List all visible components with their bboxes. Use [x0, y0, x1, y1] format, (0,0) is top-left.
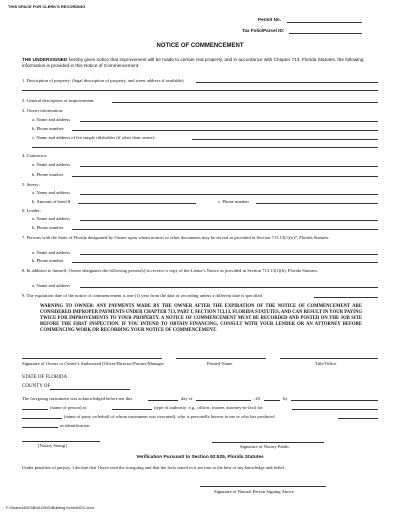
item-4-label: 4. Contractor:	[22, 153, 48, 158]
owner-signature-line[interactable]	[22, 354, 162, 359]
designee-phone-label: b. Phone number	[32, 258, 64, 263]
notary-stamp-line	[22, 441, 100, 442]
state-label: STATE OF FLORIDA	[22, 375, 68, 380]
contractor-name-address-label: a. Name and address	[32, 162, 71, 167]
ack-month-field[interactable]	[196, 396, 251, 401]
clerk-space-label: THIS SPACE FOR CLERK'S RECORDING	[8, 4, 86, 9]
lender-phone-label: b. Phone number	[32, 225, 64, 230]
property-description-field[interactable]	[196, 78, 378, 83]
lienor-notice-name-address-field[interactable]	[80, 283, 378, 288]
contractor-phone-field[interactable]	[72, 172, 378, 177]
owner-phone-label: b. Phone number:	[32, 126, 65, 131]
county-label: COUNTY OF	[22, 384, 51, 389]
ack-by-field[interactable]	[291, 396, 378, 401]
warning-to-owner: WARNING TO OWNER: ANY PAYMENTS MADE BY THE OWNER AFTER THE EXPIRATION OF THE NOTICE OF COMMENCEMENT ARE CONSIDERED IMPROPER PAYMENTS UNDER CHAPTER 713, PART I, SECTION 713.13, FLORIDA STATUTES, AND CAN RESULT IN YOUR PAYING TWICE FOR IMPROVEMENTS TO YOUR PROPERTY. A NOTICE OF COMMENCEMENT MUST BE RECORDED AND POSTED ON THE JOB SITE BEFORE THE FIRST INSPECTION. IF YOU INTEND TO OBTAIN FINANCING, CONSULT WITH YOUR LENDER OR AN ATTORNEY BEFORE COMMENCING WORK OR RECORDING YOUR NOTICE OF COMMENCEMENT.	[40, 304, 362, 334]
ack-year-field[interactable]	[264, 396, 280, 401]
bond-amount-field[interactable]	[78, 199, 196, 204]
titleholder-line-2[interactable]	[32, 143, 378, 148]
owner-name-address-label: a. Name and address	[32, 117, 71, 122]
ack-by-label: by	[283, 396, 288, 401]
item-3-label: 3. Owner information:	[22, 108, 64, 113]
item-2-label: 2. General description of improvement:	[22, 98, 95, 103]
owner-phone-field[interactable]	[72, 126, 378, 131]
expiration-date-field[interactable]	[314, 293, 378, 298]
title-office-caption: Title/Office	[315, 361, 337, 366]
lender-name-address-field[interactable]	[80, 216, 378, 221]
tax-folio-field[interactable]	[289, 29, 362, 34]
lender-name-address-label: a. Name and address	[32, 216, 71, 221]
verification-text: Under penalties of perjury, I declare that I have read the foregoing and that the facts stated in it are true to the best of my knowledge and belief.	[22, 465, 286, 470]
identification-type-field[interactable]	[338, 414, 378, 419]
bond-amount-label: b. Amount of bond $	[32, 199, 71, 204]
ack-year-prefix: , 20	[253, 396, 260, 401]
intro-paragraph	[22, 57, 378, 70]
item-8-label: 8. In addition to himself, Owner designates the following person(s) to receive a copy of the Lienor's Notice as provided in Section 713.13(1)(b), Florida Statutes:	[22, 268, 319, 273]
authority-type-label: (type of authority: e.g., officer, trustee, attorney-in-fact) for	[154, 405, 263, 410]
item-7-label: 7. Persons with the State of Florida designated by Owner upon whom notices or other documents may be served as provided in Section 713.13(1)(a)7, Florida Statutes:	[22, 235, 330, 240]
contractor-phone-label: b. Phone number	[32, 172, 64, 177]
document-title: NOTICE OF COMMENCEMENT	[156, 43, 244, 49]
county-field[interactable]	[50, 385, 130, 390]
permit-number-field[interactable]	[287, 18, 362, 23]
ack-day-field[interactable]	[148, 396, 178, 401]
intro-text: hereby gives notice that improvement will be made to certain real property, and in accordance with Chapter 713, Florida Statutes, the following information is provided in this Notice of Commencement:	[22, 57, 364, 69]
file-path-footer: F:\Shared\DDS\BUILDING\Building forms\NOC.docx	[6, 506, 95, 510]
party-name-label: (name of party on behalf of whom instrument was executed), who is personally known to me or who has produced	[64, 414, 275, 419]
identification-label: as identification.	[60, 423, 91, 428]
notary-signature-caption: Signature of Notary Public	[240, 444, 290, 449]
ack-intro: The foregoing instrument was acknowledged before me this	[22, 396, 133, 401]
lender-phone-field[interactable]	[72, 225, 378, 230]
item-1-label: 1. Description of property: (legal description of property, and street address if available)	[22, 78, 184, 83]
surety-phone-label: c. Phone number	[218, 199, 250, 204]
printed-name-caption: Printed Name	[207, 361, 233, 366]
party-name-field[interactable]	[22, 414, 62, 419]
owner-signature-caption: Signature of Owner or Owner's Authorized Officer/Director/Partner/Manager	[22, 361, 165, 366]
designee-name-address-field[interactable]	[80, 250, 378, 255]
surety-name-address-label: a. Name and address	[32, 190, 71, 195]
designee-phone-field[interactable]	[72, 258, 378, 263]
item-5-label: 5. Surety:	[22, 182, 40, 187]
natural-person-signature-caption: Signature of Natural Person Signing Above	[214, 489, 294, 494]
printed-name-line[interactable]	[176, 354, 266, 359]
person-name-label: (name of person) as	[50, 405, 87, 410]
identification-field[interactable]	[22, 423, 58, 428]
designee-name-address-label: a. Name and address	[32, 250, 71, 255]
natural-person-signature-line[interactable]	[200, 482, 326, 487]
ack-day-label: day of	[181, 396, 193, 401]
item-9-label: 9. The expiration date of the notice of commencement is one (1) year from the date of recording unless a different date is specified	[22, 293, 262, 298]
lienor-notice-name-address-label: a. Name and address	[32, 283, 71, 288]
notary-stamp-caption: [Notary Stamp]	[38, 443, 67, 448]
permit-label: Permit No.	[258, 17, 281, 22]
property-description-line-2[interactable]	[22, 86, 378, 91]
contractor-name-address-field[interactable]	[80, 162, 378, 167]
person-name-field[interactable]	[22, 405, 48, 410]
intro-bold: THE UNDERSIGNED	[22, 57, 68, 62]
titleholder-field[interactable]	[192, 135, 378, 140]
surety-name-address-field[interactable]	[80, 190, 378, 195]
surety-phone-field[interactable]	[256, 199, 378, 204]
tax-folio-label: Tax Folio/Parcel ID:	[242, 28, 285, 33]
item-6-label: 6. Lender:	[22, 208, 41, 213]
authority-type-field[interactable]	[112, 405, 152, 410]
title-office-line[interactable]	[280, 354, 378, 359]
owner-name-address-field[interactable]	[80, 117, 378, 122]
notary-signature-line[interactable]	[212, 438, 324, 443]
verification-title: Verification Pursuant to Section 92.525, Florida Statutes	[136, 455, 264, 460]
titleholder-label: c. Name and address of fee simple titleholder (if other than owner):	[32, 135, 156, 140]
improvement-description-field[interactable]	[112, 98, 378, 103]
party-field[interactable]	[292, 405, 378, 410]
